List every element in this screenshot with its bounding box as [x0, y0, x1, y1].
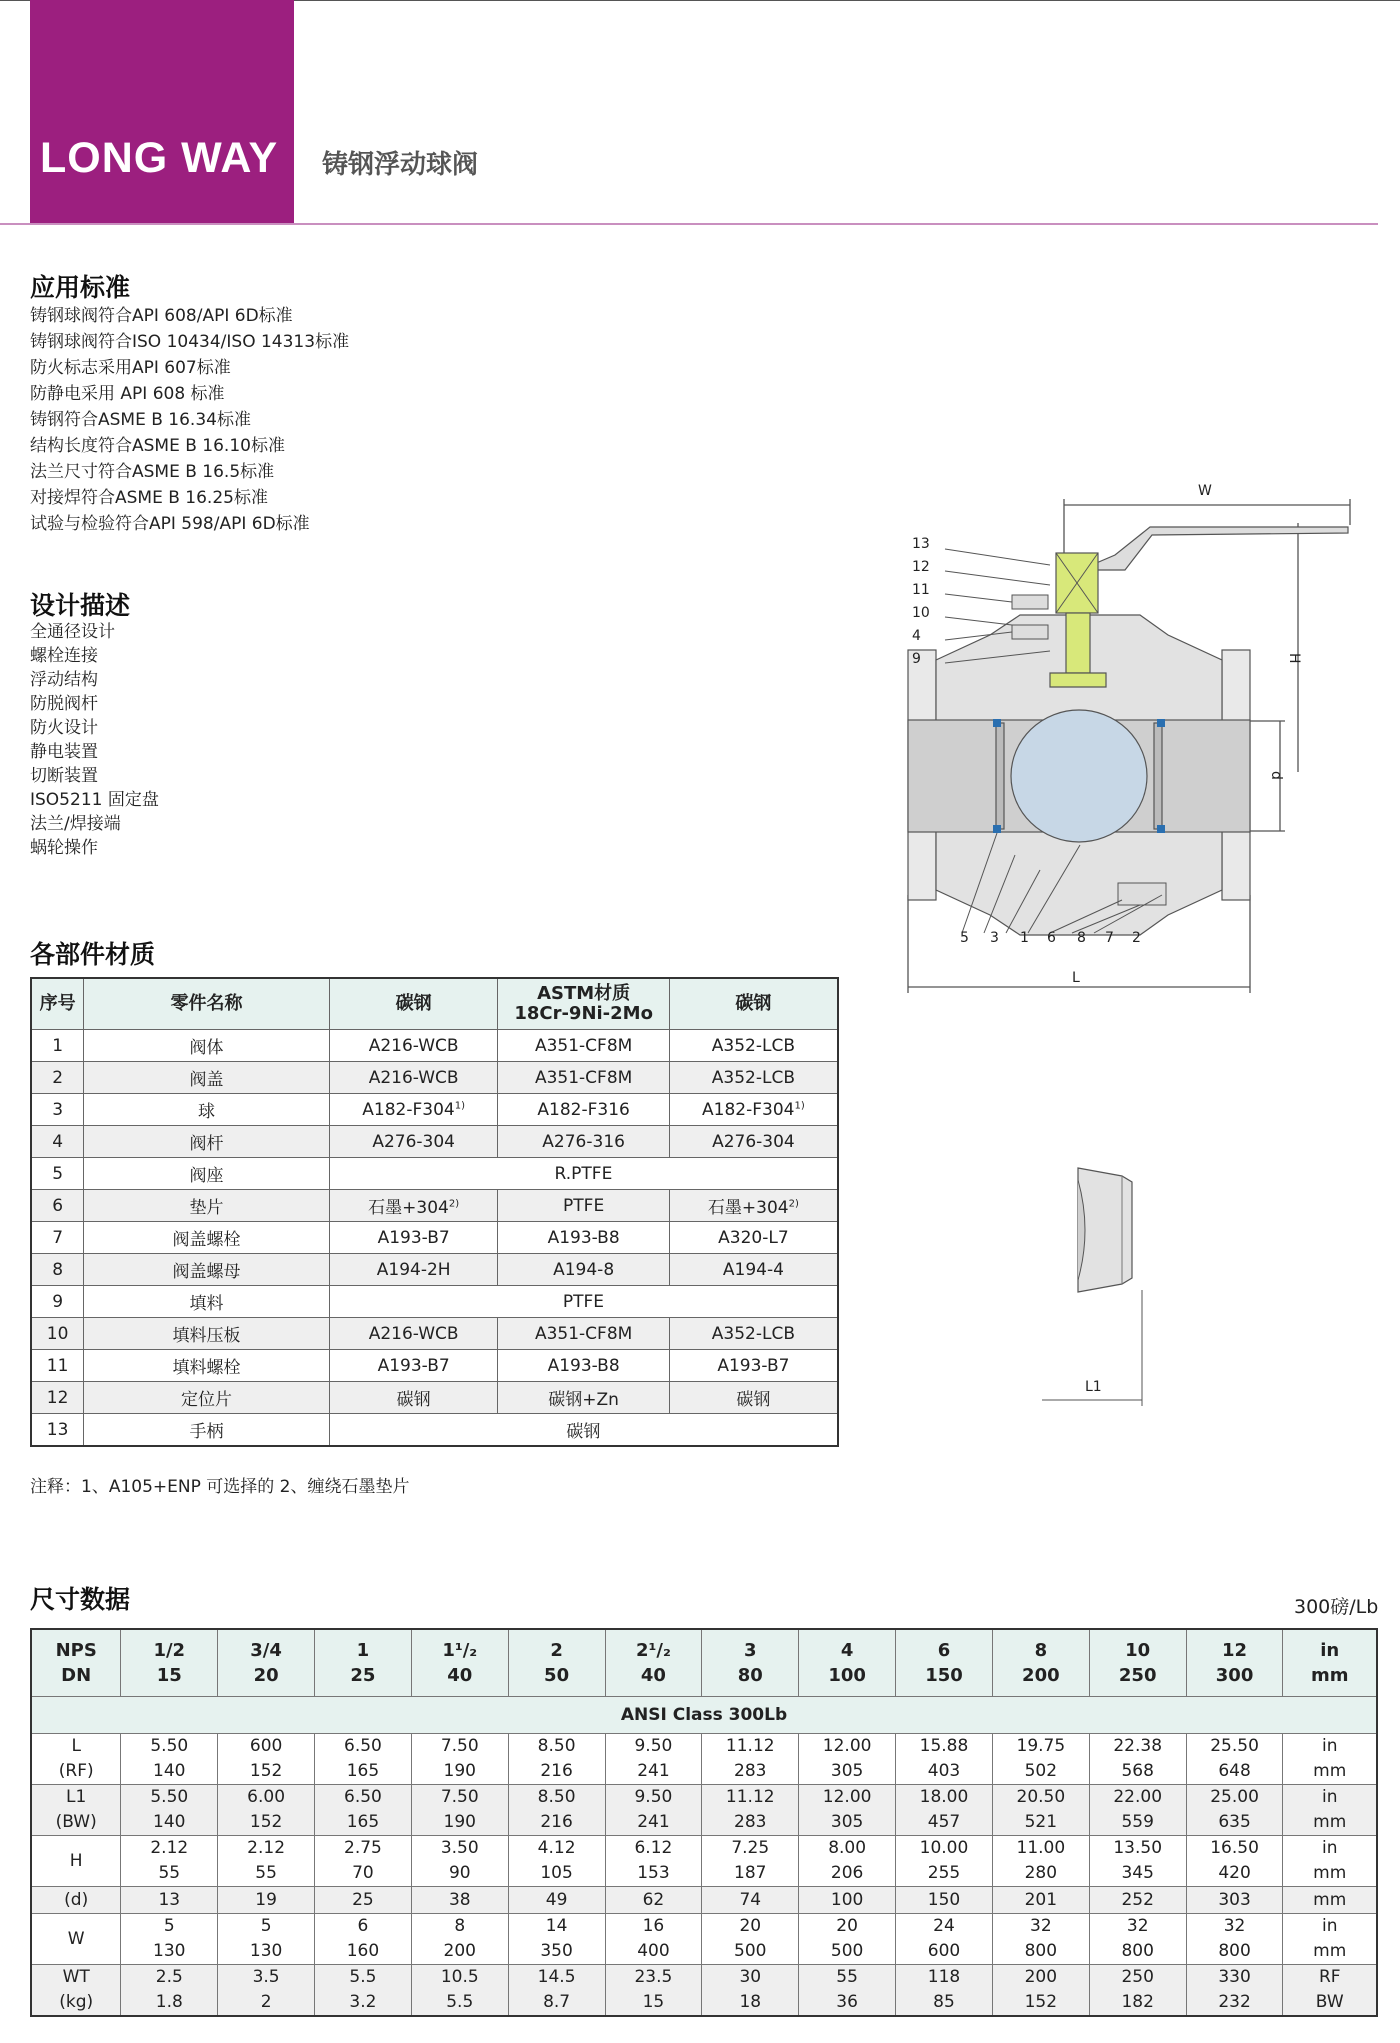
part-label: 6	[1047, 930, 1056, 946]
part-label: 2	[1132, 930, 1141, 946]
list-item: 静电装置	[30, 742, 98, 762]
part-label: 8	[1077, 930, 1086, 946]
column-header: 4 100	[799, 1629, 896, 1697]
list-item: ISO5211 固定盘	[30, 790, 159, 810]
materials-table	[30, 977, 839, 1447]
column-header: 2¹/₂ 40	[605, 1629, 702, 1697]
brand-logo: LONG WAY	[40, 134, 279, 182]
valve-cross-section-drawing	[900, 475, 1370, 995]
standards-list	[30, 306, 349, 540]
table-row: 1 阀体 A216-WCB A351-CF8M A352-LCB	[31, 1030, 838, 1062]
list-item: 结构长度符合ASME B 16.10标准	[30, 436, 285, 456]
table-row: 12 定位片 碳钢 碳钢+Zn 碳钢	[31, 1382, 838, 1414]
table-row: WT (kg) 2.5 1.8 3.5 2 5.5 3.2 10.5 5.5 14.5 8.7 23.5 15 30 18 55 36 118 85 200 152 250 182 330 232 RF BW	[31, 1965, 1377, 2017]
butt-weld-end-drawing	[1030, 1160, 1150, 1410]
dimension-label-h: H	[1286, 653, 1302, 664]
list-item: 防火设计	[30, 718, 98, 738]
dimension-label-l1: L1	[1085, 1379, 1102, 1395]
table-row: L1 (BW) 5.50 140 6.00 152 6.50 165 7.50 190 8.50 216 9.50 241 11.12 283 12.00 305 18.00 457 20.50 521 22.00 559 25.00 635 in mm	[31, 1785, 1377, 1836]
dimensions-heading: 尺寸数据	[30, 1585, 131, 1614]
table-row: 9 填料 PTFE	[31, 1286, 838, 1318]
materials-heading: 各部件材质	[30, 940, 156, 969]
table-row: 10 填料压板 A216-WCB A351-CF8M A352-LCB	[31, 1318, 838, 1350]
dimension-label-l: L	[1072, 970, 1080, 986]
column-header: 零件名称	[84, 978, 330, 1030]
table-row: 3 球 A182-F304$^{1)}$ A182-F316 A182-F304$^{1)}$	[31, 1094, 838, 1126]
column-header: 1¹/₂ 40	[411, 1629, 508, 1697]
column-header: 1 25	[315, 1629, 412, 1697]
design-list	[30, 622, 159, 862]
brand-block	[30, 0, 294, 223]
table-row: 2 阀盖 A216-WCB A351-CF8M A352-LCB	[31, 1062, 838, 1094]
list-item: 法兰/焊接端	[30, 814, 121, 834]
list-item: 防火标志采用API 607标准	[30, 358, 231, 378]
list-item: 铸钢球阀符合API 608/API 6D标准	[30, 306, 293, 326]
list-item: 铸钢球阀符合ISO 10434/ISO 14313标准	[30, 332, 350, 352]
column-header: 3 80	[702, 1629, 799, 1697]
dimension-label-d: d	[1268, 771, 1284, 780]
standards-heading: 应用标准	[30, 273, 131, 302]
table-row: 5 阀座 R.PTFE	[31, 1158, 838, 1190]
column-header: in mm	[1283, 1629, 1377, 1697]
table-header-row	[31, 1629, 1377, 1697]
list-item: 防静电采用 API 608 标准	[30, 384, 225, 404]
page-title: 铸钢浮动球阀	[322, 150, 479, 180]
design-heading: 设计描述	[30, 591, 131, 620]
part-label: 13	[912, 536, 930, 552]
table-row: (d) 13 19 25 38 49 62 74 100 150 201 252 303 mm	[31, 1887, 1377, 1914]
part-label: 5	[960, 930, 969, 946]
column-header: 碳钢	[329, 978, 498, 1030]
column-header: 2 50	[508, 1629, 605, 1697]
part-label: 10	[912, 605, 930, 621]
header-divider	[0, 223, 1378, 225]
list-item: 全通径设计	[30, 622, 115, 642]
list-item: 螺栓连接	[30, 646, 98, 666]
list-item: 防脱阀杆	[30, 694, 98, 714]
list-item: 法兰尺寸符合ASME B 16.5标准	[30, 462, 275, 482]
part-label: 3	[990, 930, 999, 946]
list-item: 浮动结构	[30, 670, 98, 690]
materials-note: 注释：1、A105+ENP 可选择的 2、缠绕石墨垫片	[30, 1477, 410, 1497]
table-row: H 2.12 55 2.12 55 2.75 70 3.50 90 4.12 105 6.12 153 7.25 187 8.00 206 10.00 255 11.00 280 13.50 345 16.50 420 in mm	[31, 1836, 1377, 1887]
column-header: 6 150	[896, 1629, 993, 1697]
column-header: 8 200	[992, 1629, 1089, 1697]
table-header-row	[31, 978, 838, 1030]
table-row: 8 阀盖螺母 A194-2H A194-8 A194-4	[31, 1254, 838, 1286]
column-header: 1/2 15	[121, 1629, 218, 1697]
part-label: 4	[912, 628, 921, 644]
column-header: 3/4 20	[218, 1629, 315, 1697]
part-label: 12	[912, 559, 930, 575]
part-label: 1	[1020, 930, 1029, 946]
column-header: NPS DN	[31, 1629, 121, 1697]
table-row: 11 填料螺栓 A193-B7 A193-B8 A193-B7	[31, 1350, 838, 1382]
list-item: 切断装置	[30, 766, 98, 786]
dimensions-table	[30, 1628, 1378, 2017]
class-row: ANSI Class 300Lb	[31, 1697, 1377, 1734]
list-item: 对接焊符合ASME B 16.25标准	[30, 488, 268, 508]
column-header: 序号	[31, 978, 84, 1030]
list-item: 蜗轮操作	[30, 838, 98, 858]
column-header: 12 300	[1186, 1629, 1283, 1697]
column-header: 碳钢	[669, 978, 838, 1030]
list-item: 铸钢符合ASME B 16.34标准	[30, 410, 251, 430]
column-header: 10 250	[1089, 1629, 1186, 1697]
table-row: 4 阀杆 A276-304 A276-316 A276-304	[31, 1126, 838, 1158]
dimension-label-w: W	[1198, 483, 1212, 499]
table-row: 6 垫片 石墨$+304^{2)}$ PTFE 石墨$+304^{2)}$	[31, 1190, 838, 1222]
table-row: L (RF) 5.50 140 600 152 6.50 165 7.50 190 8.50 216 9.50 241 11.12 283 12.00 305 15.88 403 19.75 502 22.38 568 25.50 648 in mm	[31, 1734, 1377, 1785]
table-row: 7 阀盖螺栓 A193-B7 A193-B8 A320-L7	[31, 1222, 838, 1254]
list-item: 试验与检验符合API 598/API 6D标准	[30, 514, 310, 534]
pressure-class-unit: 300磅/Lb	[1294, 1596, 1379, 1618]
column-header: ASTM材质 18Cr-9Ni-2Mo	[498, 978, 669, 1030]
table-row: W 5 130 5 130 6 160 8 200 14 350 16 400 20 500 20 500 24 600 32 800 32 800 32 800 in mm	[31, 1914, 1377, 1965]
part-label: 9	[912, 651, 921, 667]
part-label: 11	[912, 582, 930, 598]
part-label: 7	[1105, 930, 1114, 946]
table-row: 13 手柄 碳钢	[31, 1414, 838, 1447]
